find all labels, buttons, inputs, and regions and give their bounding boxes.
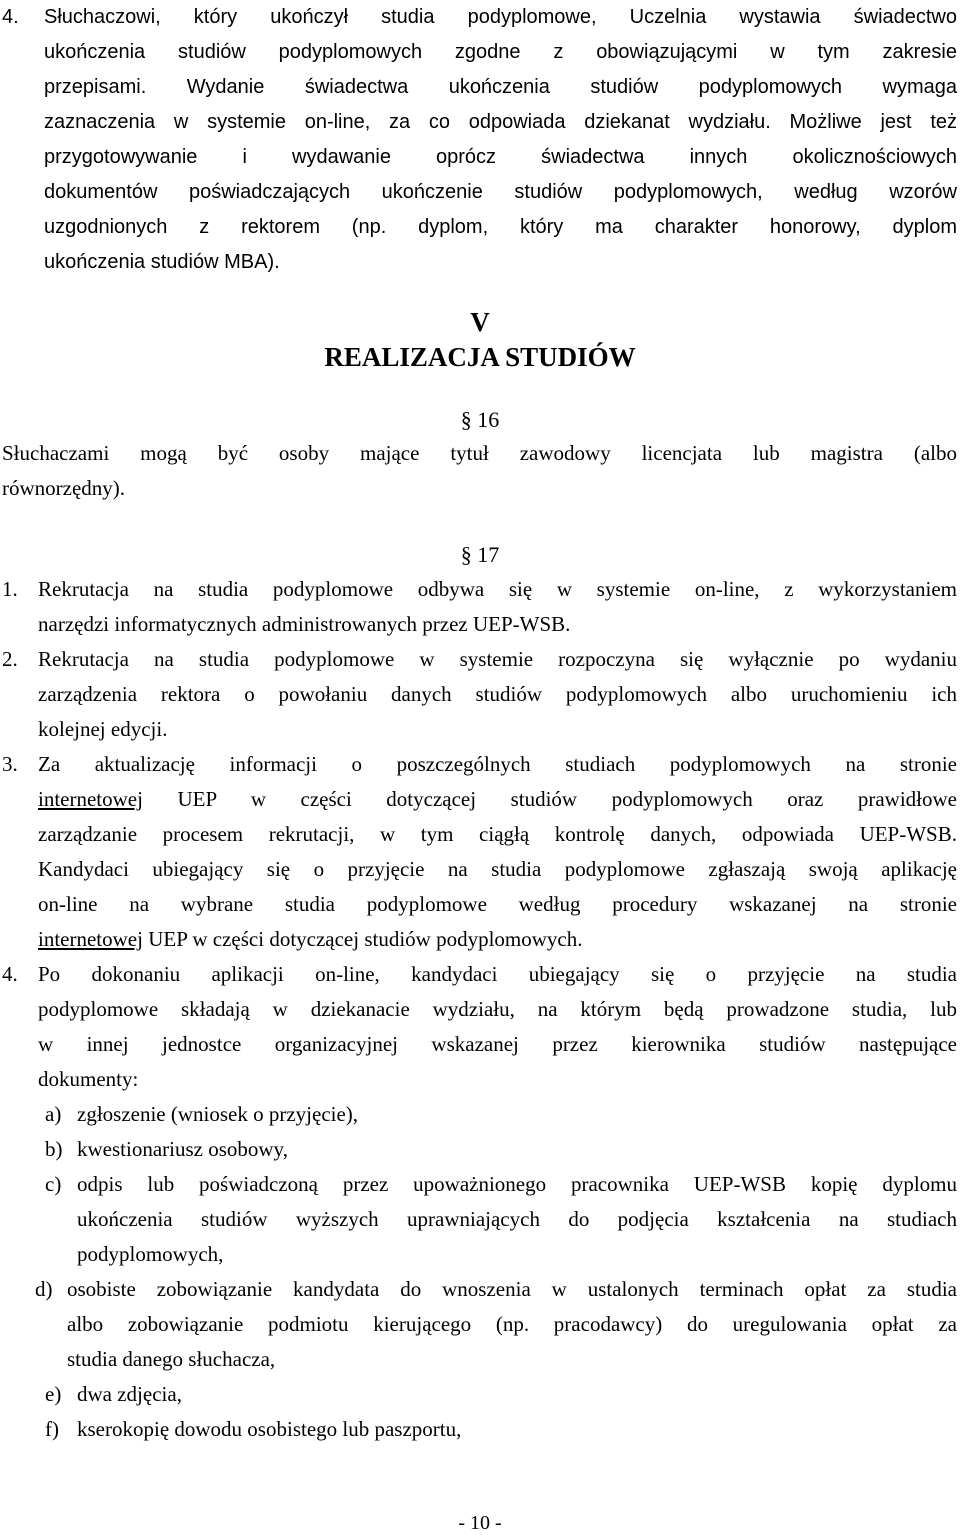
text-line: odpis lub poświadczoną przez upoważnionego pracownika UEP-WSB kopię dyplomu xyxy=(77,1172,957,1196)
text-line: dokumentów poświadczających ukończenie studiów podyplomowych, według wzorów xyxy=(44,181,957,203)
text-line: przepisami. Wydanie świadectwa ukończenia studiów podyplomowych wymaga xyxy=(44,76,957,98)
text-line: podyplomowe składają w dziekanacie wydziału, na którym będą prowadzone studia, lub xyxy=(38,997,957,1021)
subitem-letter: f) xyxy=(45,1417,59,1441)
text-line: zarządzanie procesem rekrutacji, w tym ciągłą kontrolę danych, odpowiada UEP-WSB. xyxy=(38,822,957,846)
text-line: w innej jednostce organizacyjnej wskazanej przez kierownika studiów następujące xyxy=(38,1032,957,1056)
text-line: Po dokonaniu aplikacji on-line, kandydaci ubiegający się o przyjęcie na studia xyxy=(38,962,957,986)
text-line: uzgodnionych z rektorem (np. dyplom, który ma charakter honorowy, dyplom xyxy=(44,216,957,238)
subitem-d-text xyxy=(67,1272,957,1377)
text-line: internetowej UEP w części dotyczącej studiów podyplomowych oraz prawidłowe xyxy=(38,787,957,811)
subitem-letter: a) xyxy=(45,1102,62,1126)
text-line: kserokopię dowodu osobistego lub paszportu, xyxy=(77,1417,462,1441)
item-number: 2. xyxy=(2,647,18,671)
paragraph-17-label: § 17 xyxy=(460,542,500,567)
page-number: - 10 - xyxy=(458,1512,502,1534)
subitem-f-text xyxy=(77,1412,957,1447)
item-4-text xyxy=(38,957,957,1097)
text-line: równorzędny). xyxy=(2,476,126,500)
text-line: dokumenty: xyxy=(38,1067,139,1091)
text-line: osobiste zobowiązanie kandydata do wnoszenia w ustalonych terminach opłat za studia xyxy=(67,1277,957,1301)
subitem-letter: e) xyxy=(45,1382,62,1406)
text-line: podyplomowych, xyxy=(77,1242,224,1266)
subitem-c-text xyxy=(77,1167,957,1272)
text-line: ukończenia studiów MBA). xyxy=(44,251,280,273)
text-line: ukończenia studiów wyższych uprawniających do podjęcia kształcenia na studiach xyxy=(77,1207,957,1231)
item-2-text xyxy=(38,642,957,747)
text-line: narzędzi informatycznych administrowanych przez UEP-WSB. xyxy=(38,612,571,636)
text-line: internetowej UEP w części dotyczącej studiów podyplomowych. xyxy=(38,927,583,951)
text-line: albo zobowiązanie podmiotu kierującego (np. pracodawcy) do uregulowania opłat za xyxy=(67,1312,957,1336)
item-number: 4. xyxy=(2,6,19,28)
text-line: Słuchaczowi, który ukończył studia podyplomowe, Uczelnia wystawia świadectwo xyxy=(44,6,957,28)
text-line: Za aktualizację informacji o poszczególnych studiach podyplomowych na stronie xyxy=(38,752,957,776)
subitem-letter: d) xyxy=(35,1277,53,1301)
text-line: kolejnej edycji. xyxy=(38,717,168,741)
text-line: zgłoszenie (wniosek o przyjęcie), xyxy=(77,1102,359,1126)
item-number: 1. xyxy=(2,577,18,601)
subitem-b-text xyxy=(77,1132,957,1167)
section-4-text xyxy=(44,0,957,280)
subitem-letter: c) xyxy=(45,1172,62,1196)
text-line: zarządzenia rektora o powołaniu danych studiów podyplomowych albo uruchomieniu ich xyxy=(38,682,957,706)
subitem-letter: b) xyxy=(45,1137,63,1161)
chapter-title: REALIZACJA STUDIÓW xyxy=(324,342,636,372)
text-line: dwa zdjęcia, xyxy=(77,1382,182,1406)
text-line: ukończenia studiów podyplomowych zgodne z obowiązującymi w tym zakresie xyxy=(44,41,957,63)
text-line: studia danego słuchacza, xyxy=(67,1347,276,1371)
item-1-text xyxy=(38,572,957,642)
subitem-a-text xyxy=(77,1097,957,1132)
text-line: Rekrutacja na studia podyplomowe w systemie rozpoczyna się wyłącznie po wydaniu xyxy=(38,647,957,671)
text-line: Słuchaczami mogą być osoby mające tytuł zawodowy licencjata lub magistra (albo xyxy=(2,441,957,465)
text-line: Kandydaci ubiegający się o przyjęcie na studia podyplomowe zgłaszają swoją aplikację xyxy=(38,857,957,881)
item-number: 4. xyxy=(2,962,18,986)
item-3-text xyxy=(38,747,957,957)
text-line: Rekrutacja na studia podyplomowe odbywa się w systemie on-line, z wykorzystaniem xyxy=(38,577,957,601)
text-line: kwestionariusz osobowy, xyxy=(77,1137,288,1161)
subitem-e-text xyxy=(77,1377,957,1412)
paragraph-16-label: § 16 xyxy=(460,407,500,432)
chapter-number: V xyxy=(470,307,490,337)
text-line: zaznaczenia w systemie on-line, za co odpowiada dziekanat wydziału. Możliwe jest też xyxy=(44,111,957,133)
item-number: 3. xyxy=(2,752,18,776)
paragraph-16-text xyxy=(2,436,957,506)
text-line: on-line na wybrane studia podyplomowe według procedury wskazanej na stronie xyxy=(38,892,957,916)
text-line: przygotowywanie i wydawanie oprócz świadectwa innych okolicznościowych xyxy=(44,146,957,168)
